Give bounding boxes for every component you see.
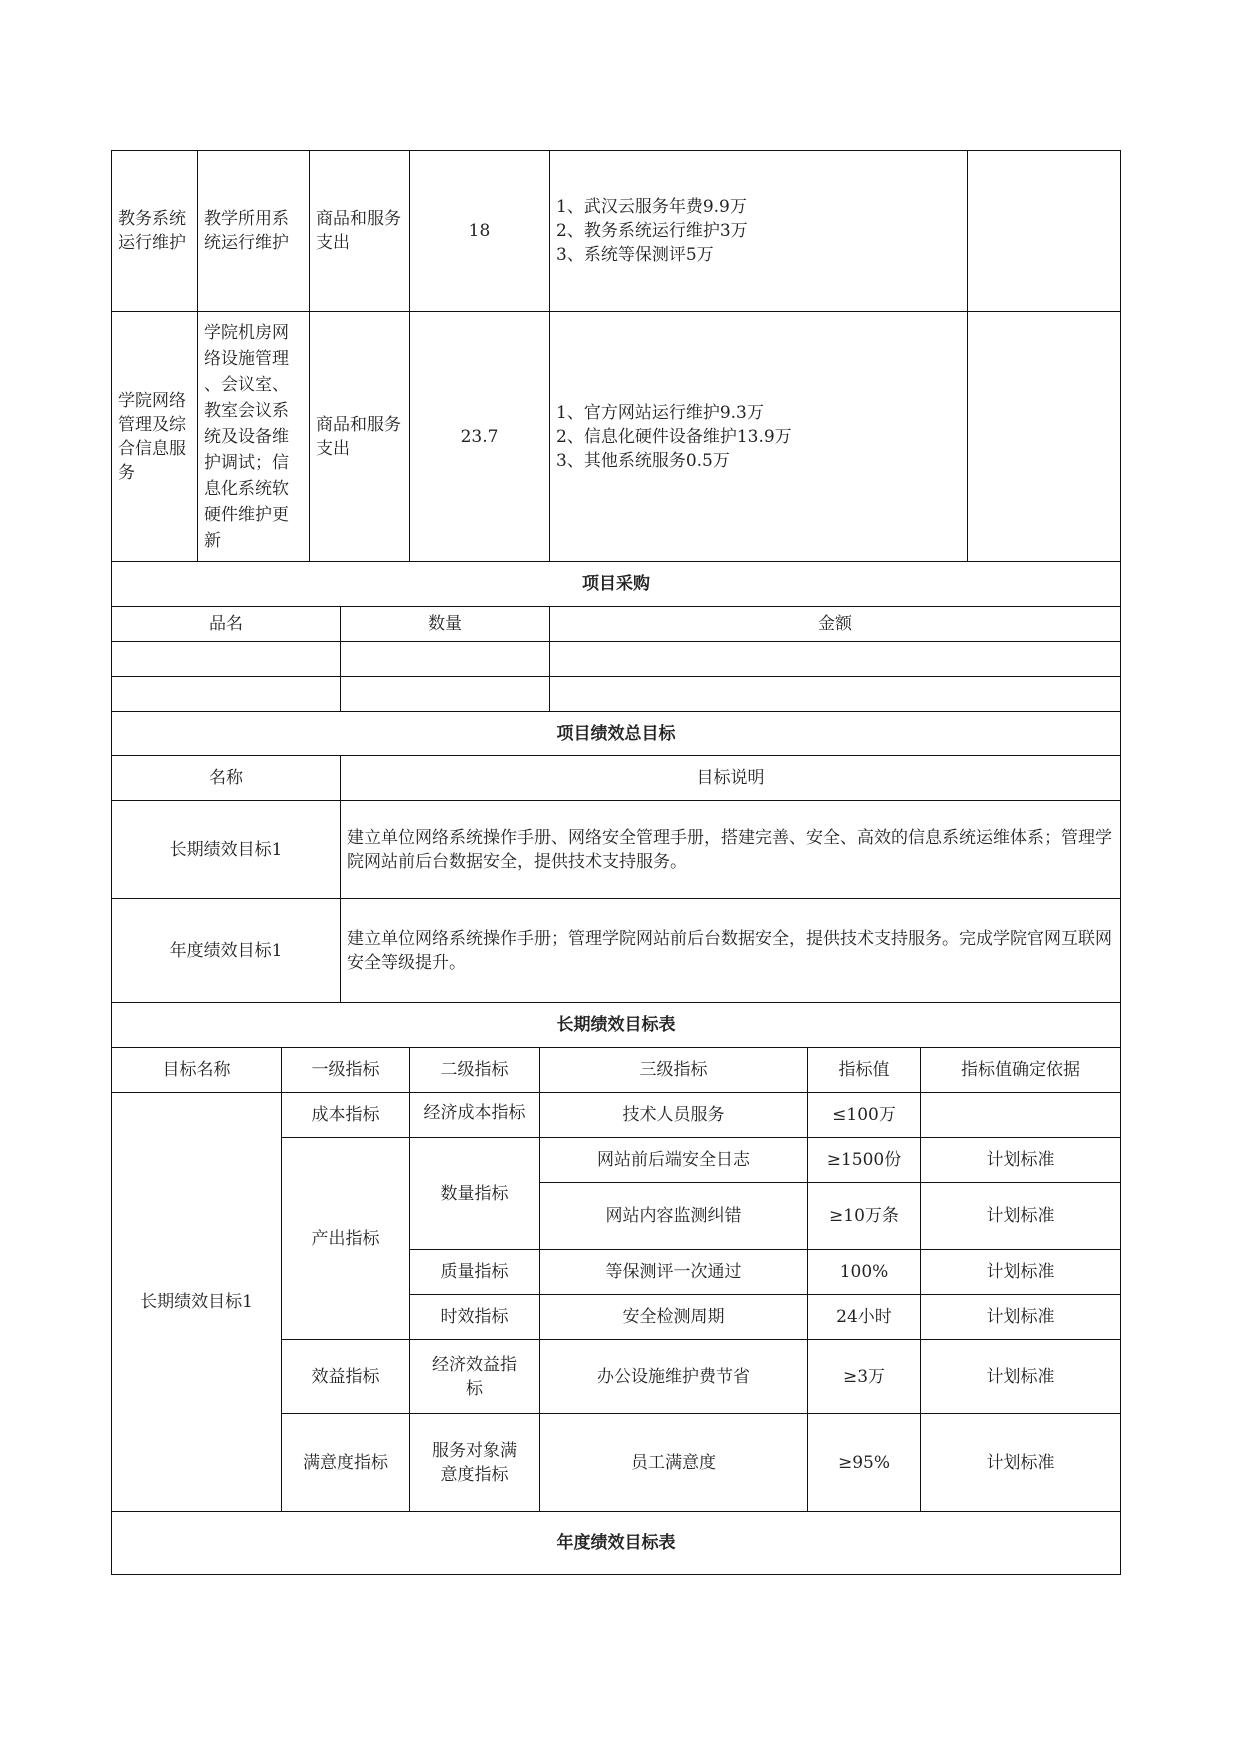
lt-basis-cell: 计划标准: [920, 1339, 1121, 1414]
lt-header-value: 指标值: [807, 1047, 921, 1093]
overall-goals-header-name: 名称: [111, 755, 341, 801]
project-name-cell: 教务系统 运行维护: [111, 150, 198, 312]
lt-level2-cell: 经济效益指 标: [409, 1339, 540, 1414]
procurement-cell: [111, 641, 341, 677]
lt-level3-cell: 办公设施维护费节省: [539, 1339, 808, 1414]
lt-value-cell: 100%: [807, 1249, 921, 1295]
remark-cell: [967, 150, 1121, 312]
lt-header-level2: 二级指标: [409, 1047, 540, 1093]
project-content-cell: 学院机房网 络设施管理 、会议室、 教室会议系 统及设备维 护调试；信 息化系统软 硬件维护更 新: [197, 311, 310, 562]
procurement-cell: [549, 676, 1121, 712]
lt-header-goal-name: 目标名称: [111, 1047, 282, 1093]
lt-value-cell: ≥10万条: [807, 1182, 921, 1250]
lt-value-cell: ≥1500份: [807, 1137, 921, 1183]
remark-cell: [967, 311, 1121, 562]
amount-cell: 18: [409, 150, 550, 312]
goal-name-cell: 年度绩效目标1: [111, 898, 341, 1003]
procurement-cell: [340, 641, 550, 677]
lt-level2-cell: 质量指标: [409, 1249, 540, 1295]
procurement-cell: [549, 641, 1121, 677]
overall-goals-section-title: 项目绩效总目标: [111, 711, 1121, 756]
details-cell: 1、官方网站运行维护9.3万 2、信息化硬件设备维护13.9万 3、其他系统服务0.5万: [549, 311, 968, 562]
lt-level2-cell: 经济成本指标: [409, 1092, 540, 1138]
annual-table-title: 年度绩效目标表: [111, 1511, 1121, 1575]
lt-level2-cell: 时效指标: [409, 1294, 540, 1340]
procurement-header-name: 品名: [111, 606, 341, 642]
lt-level2-cell: 服务对象满 意度指标: [409, 1413, 540, 1512]
lt-value-cell: ≥95%: [807, 1413, 921, 1512]
details-cell: 1、武汉云服务年费9.9万 2、教务系统运行维护3万 3、系统等保测评5万: [549, 150, 968, 312]
lt-header-basis: 指标值确定依据: [920, 1047, 1121, 1093]
lt-level3-cell: 网站内容监测纠错: [539, 1182, 808, 1250]
lt-level2-cell: 数量指标: [409, 1137, 540, 1250]
lt-basis-cell: 计划标准: [920, 1182, 1121, 1250]
lt-basis-cell: 计划标准: [920, 1294, 1121, 1340]
goal-desc-cell: 建立单位网络系统操作手册、网络安全管理手册，搭建完善、安全、高效的信息系统运维体系；管理学院网站前后台数据安全，提供技术支持服务。: [340, 800, 1121, 899]
long-term-table-title: 长期绩效目标表: [111, 1002, 1121, 1048]
lt-level3-cell: 网站前后端安全日志: [539, 1137, 808, 1183]
lt-header-level1: 一级指标: [281, 1047, 410, 1093]
lt-value-cell: ≤100万: [807, 1092, 921, 1138]
goal-name-cell: 长期绩效目标1: [111, 800, 341, 899]
overall-goals-header-desc: 目标说明: [340, 755, 1121, 801]
procurement-cell: [111, 676, 341, 712]
lt-basis-cell: 计划标准: [920, 1137, 1121, 1183]
procurement-header-quantity: 数量: [340, 606, 550, 642]
lt-value-cell: 24小时: [807, 1294, 921, 1340]
lt-level1-cell: 产出指标: [281, 1137, 410, 1340]
lt-header-level3: 三级指标: [539, 1047, 808, 1093]
lt-level3-cell: 安全检测周期: [539, 1294, 808, 1340]
lt-goal-name-cell: 长期绩效目标1: [111, 1092, 282, 1512]
lt-level3-cell: 员工满意度: [539, 1413, 808, 1512]
goal-desc-cell: 建立单位网络系统操作手册；管理学院网站前后台数据安全，提供技术支持服务。完成学院官网互联网安全等级提升。: [340, 898, 1121, 1003]
lt-level3-cell: 技术人员服务: [539, 1092, 808, 1138]
procurement-cell: [340, 676, 550, 712]
project-content-cell: 教学所用系 统运行维护: [197, 150, 310, 312]
lt-basis-cell: 计划标准: [920, 1413, 1121, 1512]
lt-level1-cell: 成本指标: [281, 1092, 410, 1138]
expense-category-cell: 商品和服务 支出: [309, 150, 410, 312]
lt-level1-cell: 满意度指标: [281, 1413, 410, 1512]
project-name-cell: 学院网络 管理及综 合信息服 务: [111, 311, 198, 562]
procurement-section-title: 项目采购: [111, 561, 1121, 607]
lt-level3-cell: 等保测评一次通过: [539, 1249, 808, 1295]
amount-cell: 23.7: [409, 311, 550, 562]
procurement-header-amount: 金额: [549, 606, 1121, 642]
lt-basis-cell: 计划标准: [920, 1249, 1121, 1295]
lt-value-cell: ≥3万: [807, 1339, 921, 1414]
expense-category-cell: 商品和服务 支出: [309, 311, 410, 562]
lt-level1-cell: 效益指标: [281, 1339, 410, 1414]
lt-basis-cell: [920, 1092, 1121, 1138]
